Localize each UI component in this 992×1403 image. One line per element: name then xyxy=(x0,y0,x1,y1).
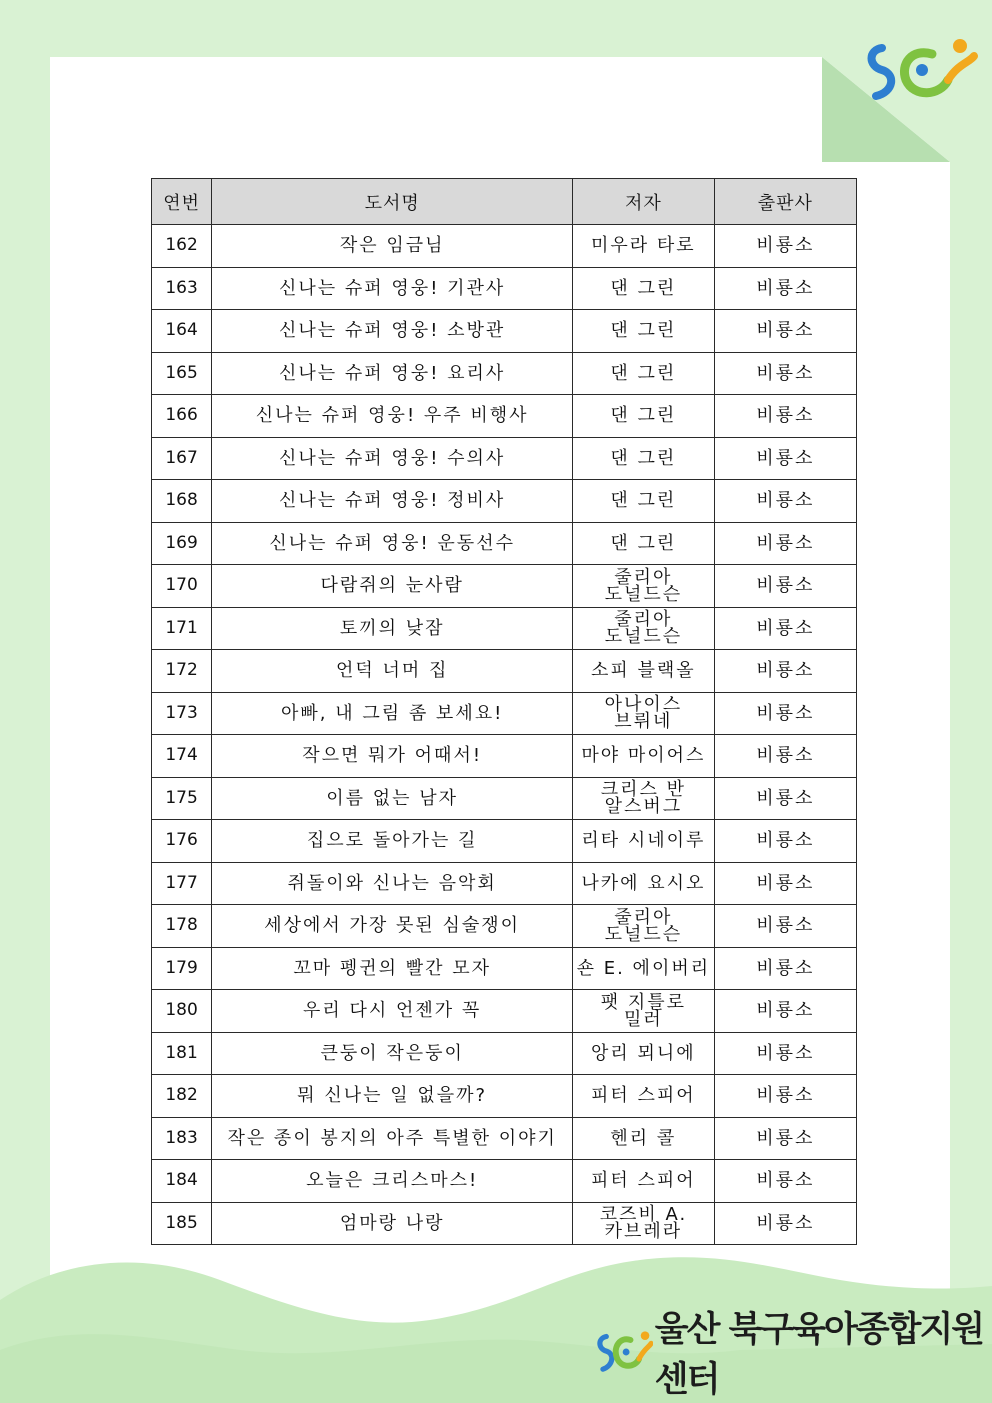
row-title: 꼬마 펭귄의 빨간 모자 xyxy=(212,947,573,990)
row-number: 166 xyxy=(152,395,212,438)
row-author xyxy=(573,480,714,523)
table-row xyxy=(152,947,857,990)
row-title: 작으면 뭐가 어때서! xyxy=(212,735,573,778)
row-title: 세상에서 가장 못된 심술쟁이 xyxy=(212,905,573,948)
row-number: 167 xyxy=(152,437,212,480)
row-title: 신나는 슈퍼 영웅! 소방관 xyxy=(212,310,573,353)
row-number: 169 xyxy=(152,522,212,565)
row-publisher: 비룡소 xyxy=(714,990,856,1033)
author-line: 숀 E. 에이버리 xyxy=(576,957,711,979)
row-author xyxy=(573,1032,714,1075)
table-row xyxy=(152,310,857,353)
row-author xyxy=(573,692,714,735)
book-list-table xyxy=(151,178,857,1245)
row-author xyxy=(573,947,714,990)
row-author xyxy=(573,862,714,905)
table-row xyxy=(152,565,857,608)
author-line: 브뤼네 xyxy=(614,711,673,733)
row-publisher: 비룡소 xyxy=(714,735,856,778)
table-row xyxy=(152,735,857,778)
table-row xyxy=(152,1075,857,1118)
row-author xyxy=(573,310,714,353)
author-line: 아나이스 xyxy=(604,694,683,716)
row-title: 집으로 돌아가는 길 xyxy=(212,820,573,863)
center-logo-icon xyxy=(596,1324,653,1380)
row-title: 오늘은 크리스마스! xyxy=(212,1160,573,1203)
author-line: 댄 그린 xyxy=(610,447,677,469)
row-author xyxy=(573,1075,714,1118)
author-line: 소피 블랙올 xyxy=(591,660,696,682)
table-row xyxy=(152,820,857,863)
row-publisher: 비룡소 xyxy=(714,692,856,735)
row-title: 아빠, 내 그림 좀 보세요! xyxy=(212,692,573,735)
author-line: 크리스 반 xyxy=(600,779,686,801)
table-row xyxy=(152,1202,857,1245)
row-title: 쥐돌이와 신나는 음악회 xyxy=(212,862,573,905)
row-author xyxy=(573,395,714,438)
row-number: 173 xyxy=(152,692,212,735)
row-title: 신나는 슈퍼 영웅! 우주 비행사 xyxy=(212,395,573,438)
author-line: 알스버그 xyxy=(604,796,683,818)
row-author xyxy=(573,1160,714,1203)
table-row xyxy=(152,1032,857,1075)
row-number: 182 xyxy=(152,1075,212,1118)
row-author xyxy=(573,650,714,693)
author-line: 팻 지틀로 xyxy=(600,991,686,1013)
row-number: 170 xyxy=(152,565,212,608)
row-title: 작은 임금님 xyxy=(212,225,573,268)
author-line: 댄 그린 xyxy=(610,405,677,427)
table-row xyxy=(152,437,857,480)
row-publisher: 비룡소 xyxy=(714,777,856,820)
row-number: 180 xyxy=(152,990,212,1033)
row-title: 신나는 슈퍼 영웅! 운동선수 xyxy=(212,522,573,565)
row-title: 엄마랑 나랑 xyxy=(212,1202,573,1245)
header-publisher: 출판사 xyxy=(714,179,856,225)
row-author xyxy=(573,905,714,948)
table-row xyxy=(152,607,857,650)
author-line: 미우라 타로 xyxy=(591,235,696,257)
row-title: 신나는 슈퍼 영웅! 기관사 xyxy=(212,267,573,310)
row-number: 171 xyxy=(152,607,212,650)
row-number: 174 xyxy=(152,735,212,778)
row-number: 177 xyxy=(152,862,212,905)
row-publisher: 비룡소 xyxy=(714,395,856,438)
row-publisher: 비룡소 xyxy=(714,1075,856,1118)
author-line: 마야 마이어스 xyxy=(581,745,706,767)
row-number: 181 xyxy=(152,1032,212,1075)
row-title: 뭐 신나는 일 없을까? xyxy=(212,1075,573,1118)
row-publisher: 비룡소 xyxy=(714,862,856,905)
row-number: 176 xyxy=(152,820,212,863)
row-publisher: 비룡소 xyxy=(714,1032,856,1075)
author-line: 나카에 요시오 xyxy=(581,872,706,894)
author-line: 줄리아 xyxy=(614,566,673,588)
row-author xyxy=(573,820,714,863)
author-line: 밀러 xyxy=(623,1008,663,1030)
row-publisher: 비룡소 xyxy=(714,310,856,353)
author-line: 댄 그린 xyxy=(610,490,677,512)
footer-logo xyxy=(596,1310,992,1400)
row-publisher: 비룡소 xyxy=(714,565,856,608)
author-line: 댄 그린 xyxy=(610,362,677,384)
author-line: 카브레라 xyxy=(604,1221,683,1243)
row-number: 163 xyxy=(152,267,212,310)
row-author xyxy=(573,1117,714,1160)
row-publisher: 비룡소 xyxy=(714,267,856,310)
table-row xyxy=(152,1117,857,1160)
row-author xyxy=(573,735,714,778)
org-name: 울산 북구육아종합지원센터 xyxy=(654,1310,984,1400)
row-author xyxy=(573,565,714,608)
row-number: 179 xyxy=(152,947,212,990)
header-title: 도서명 xyxy=(212,179,573,225)
row-number: 185 xyxy=(152,1202,212,1245)
row-number: 164 xyxy=(152,310,212,353)
author-line: 도널드슨 xyxy=(604,626,683,648)
row-number: 178 xyxy=(152,905,212,948)
table-row xyxy=(152,862,857,905)
author-line: 댄 그린 xyxy=(610,277,677,299)
row-publisher: 비룡소 xyxy=(714,352,856,395)
author-line: 댄 그린 xyxy=(610,320,677,342)
table-row xyxy=(152,522,857,565)
author-line: 피터 스피어 xyxy=(591,1170,696,1192)
author-line: 앙리 뫼니에 xyxy=(591,1042,696,1064)
table-row xyxy=(152,395,857,438)
row-publisher: 비룡소 xyxy=(714,947,856,990)
row-title: 작은 종이 봉지의 아주 특별한 이야기 xyxy=(212,1117,573,1160)
row-author xyxy=(573,225,714,268)
author-line: 도널드슨 xyxy=(604,583,683,605)
row-publisher: 비룡소 xyxy=(714,1160,856,1203)
author-line: 피터 스피어 xyxy=(591,1085,696,1107)
table-body xyxy=(152,225,857,1245)
table-row xyxy=(152,225,857,268)
author-line: 줄리아 xyxy=(614,906,673,928)
row-number: 168 xyxy=(152,480,212,523)
row-number: 172 xyxy=(152,650,212,693)
row-title: 큰둥이 작은둥이 xyxy=(212,1032,573,1075)
row-publisher: 비룡소 xyxy=(714,1117,856,1160)
author-line: 리타 시네이루 xyxy=(581,830,706,852)
row-title: 신나는 슈퍼 영웅! 수의사 xyxy=(212,437,573,480)
row-title: 토끼의 낮잠 xyxy=(212,607,573,650)
row-author xyxy=(573,352,714,395)
row-title: 신나는 슈퍼 영웅! 정비사 xyxy=(212,480,573,523)
row-author xyxy=(573,1202,714,1245)
row-publisher: 비룡소 xyxy=(714,650,856,693)
table-row xyxy=(152,905,857,948)
author-line: 댄 그린 xyxy=(610,532,677,554)
header-author: 저자 xyxy=(573,179,714,225)
row-title: 언덕 너머 집 xyxy=(212,650,573,693)
row-title: 우리 다시 언젠가 꼭 xyxy=(212,990,573,1033)
table-row xyxy=(152,267,857,310)
author-line: 줄리아 xyxy=(614,609,673,631)
row-number: 165 xyxy=(152,352,212,395)
center-logo-icon xyxy=(862,34,980,104)
row-publisher: 비룡소 xyxy=(714,905,856,948)
row-publisher: 비룡소 xyxy=(714,1202,856,1245)
table-row xyxy=(152,692,857,735)
header-number: 연번 xyxy=(152,179,212,225)
row-number: 162 xyxy=(152,225,212,268)
row-author xyxy=(573,437,714,480)
row-number: 184 xyxy=(152,1160,212,1203)
author-line: 도널드슨 xyxy=(604,923,683,945)
row-publisher: 비룡소 xyxy=(714,225,856,268)
row-title: 신나는 슈퍼 영웅! 요리사 xyxy=(212,352,573,395)
table-row xyxy=(152,777,857,820)
row-number: 183 xyxy=(152,1117,212,1160)
row-publisher: 비룡소 xyxy=(714,522,856,565)
row-author xyxy=(573,990,714,1033)
table-row xyxy=(152,990,857,1033)
row-title: 다람쥐의 눈사람 xyxy=(212,565,573,608)
row-publisher: 비룡소 xyxy=(714,437,856,480)
table-row xyxy=(152,352,857,395)
row-title: 이름 없는 남자 xyxy=(212,777,573,820)
row-publisher: 비룡소 xyxy=(714,607,856,650)
row-publisher: 비룡소 xyxy=(714,480,856,523)
author-line: 헨리 콜 xyxy=(610,1127,677,1149)
table-header-row xyxy=(152,179,857,225)
row-author xyxy=(573,522,714,565)
row-number: 175 xyxy=(152,777,212,820)
row-author xyxy=(573,607,714,650)
table-row xyxy=(152,1160,857,1203)
table-row xyxy=(152,480,857,523)
table-row xyxy=(152,650,857,693)
row-publisher: 비룡소 xyxy=(714,820,856,863)
author-line: 코즈비 A. xyxy=(599,1204,688,1226)
row-author xyxy=(573,267,714,310)
row-author xyxy=(573,777,714,820)
